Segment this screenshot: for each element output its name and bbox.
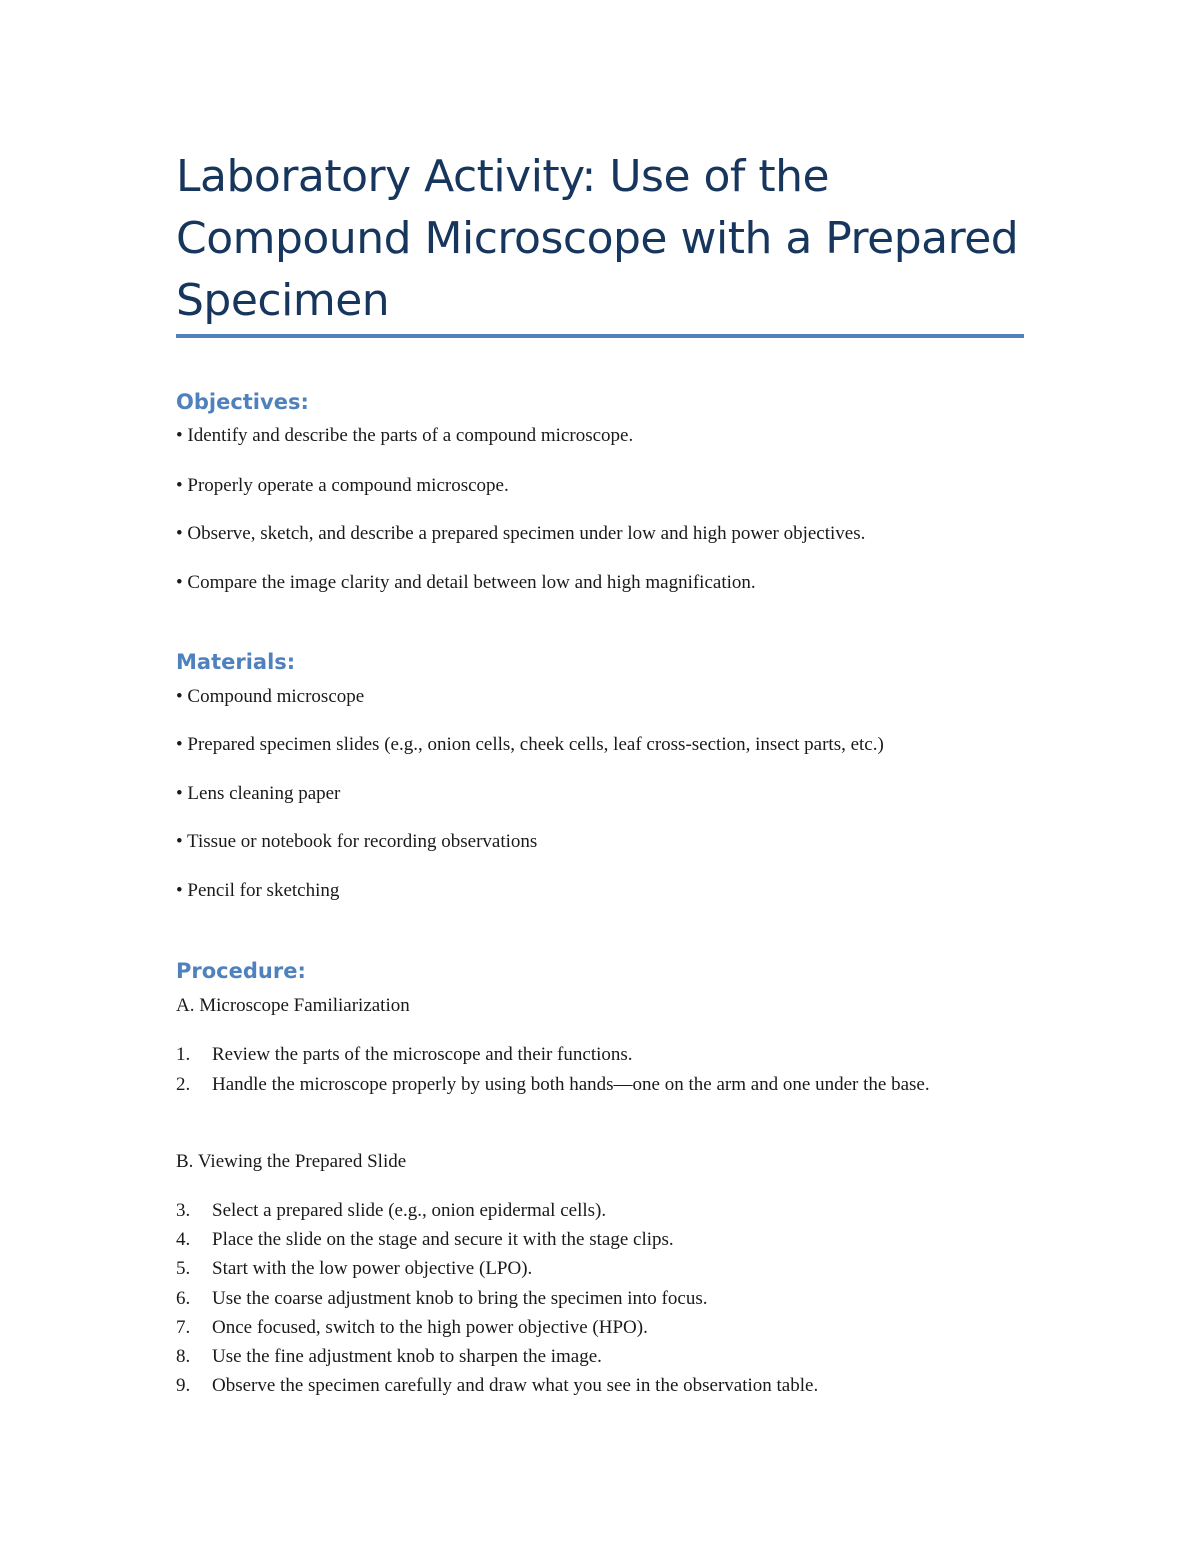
procedure-step (176, 1226, 1024, 1254)
procedure-step (176, 1285, 1024, 1313)
procedure-heading: Procedure: (176, 959, 306, 983)
step-text: Handle the microscope properly by using both hands—one on the arm and one under the base. (212, 1074, 930, 1095)
step-text: Review the parts of the microscope and their functions. (212, 1044, 633, 1065)
material-item: • Compound microscope (176, 686, 365, 707)
step-text: Place the slide on the stage and secure it with the stage clips. (212, 1229, 674, 1250)
objective-item: • Identify and describe the parts of a compound microscope. (176, 425, 634, 446)
step-number: 9. (176, 1375, 191, 1396)
step-text: Use the fine adjustment knob to sharpen the image. (212, 1346, 602, 1367)
step-text: Use the coarse adjustment knob to bring the specimen into focus. (212, 1288, 708, 1309)
material-item: • Pencil for sketching (176, 880, 340, 901)
step-text: Once focused, switch to the high power objective (HPO). (212, 1317, 648, 1338)
step-number: 4. (176, 1229, 191, 1250)
document-title: Laboratory Activity: Use of the Compound Microscope with a Prepared Specimen (176, 151, 1019, 326)
procedure-step (176, 1314, 1024, 1342)
step-number: 2. (176, 1074, 191, 1095)
procedure-step (176, 1255, 1024, 1283)
objective-item: • Observe, sketch, and describe a prepared specimen under low and high power objectives. (176, 523, 866, 544)
step-number: 5. (176, 1258, 191, 1279)
step-number: 1. (176, 1044, 191, 1065)
step-number: 7. (176, 1317, 191, 1338)
section-a-title: A. Microscope Familiarization (176, 995, 410, 1016)
material-item: • Lens cleaning paper (176, 783, 341, 804)
step-number: 6. (176, 1288, 191, 1309)
step-number: 3. (176, 1200, 191, 1221)
title-underline (176, 334, 1024, 338)
material-item: • Tissue or notebook for recording observations (176, 831, 538, 852)
section-b-title: B. Viewing the Prepared Slide (176, 1151, 407, 1172)
step-text: Start with the low power objective (LPO). (212, 1258, 533, 1279)
materials-heading: Materials: (176, 650, 296, 674)
procedure-step (176, 1372, 1024, 1400)
material-item: • Prepared specimen slides (e.g., onion cells, cheek cells, leaf cross-section, insect parts, etc.) (176, 734, 884, 755)
objective-item: • Properly operate a compound microscope. (176, 475, 509, 496)
objective-item: • Compare the image clarity and detail between low and high magnification. (176, 572, 756, 593)
procedure-step (176, 1197, 1024, 1225)
procedure-step (176, 1343, 1024, 1371)
objectives-heading: Objectives: (176, 390, 309, 414)
step-number: 8. (176, 1346, 191, 1367)
procedure-step (176, 1041, 1024, 1069)
step-text: Observe the specimen carefully and draw what you see in the observation table. (212, 1375, 819, 1396)
procedure-step (176, 1071, 1024, 1099)
step-text: Select a prepared slide (e.g., onion epidermal cells). (212, 1200, 607, 1221)
